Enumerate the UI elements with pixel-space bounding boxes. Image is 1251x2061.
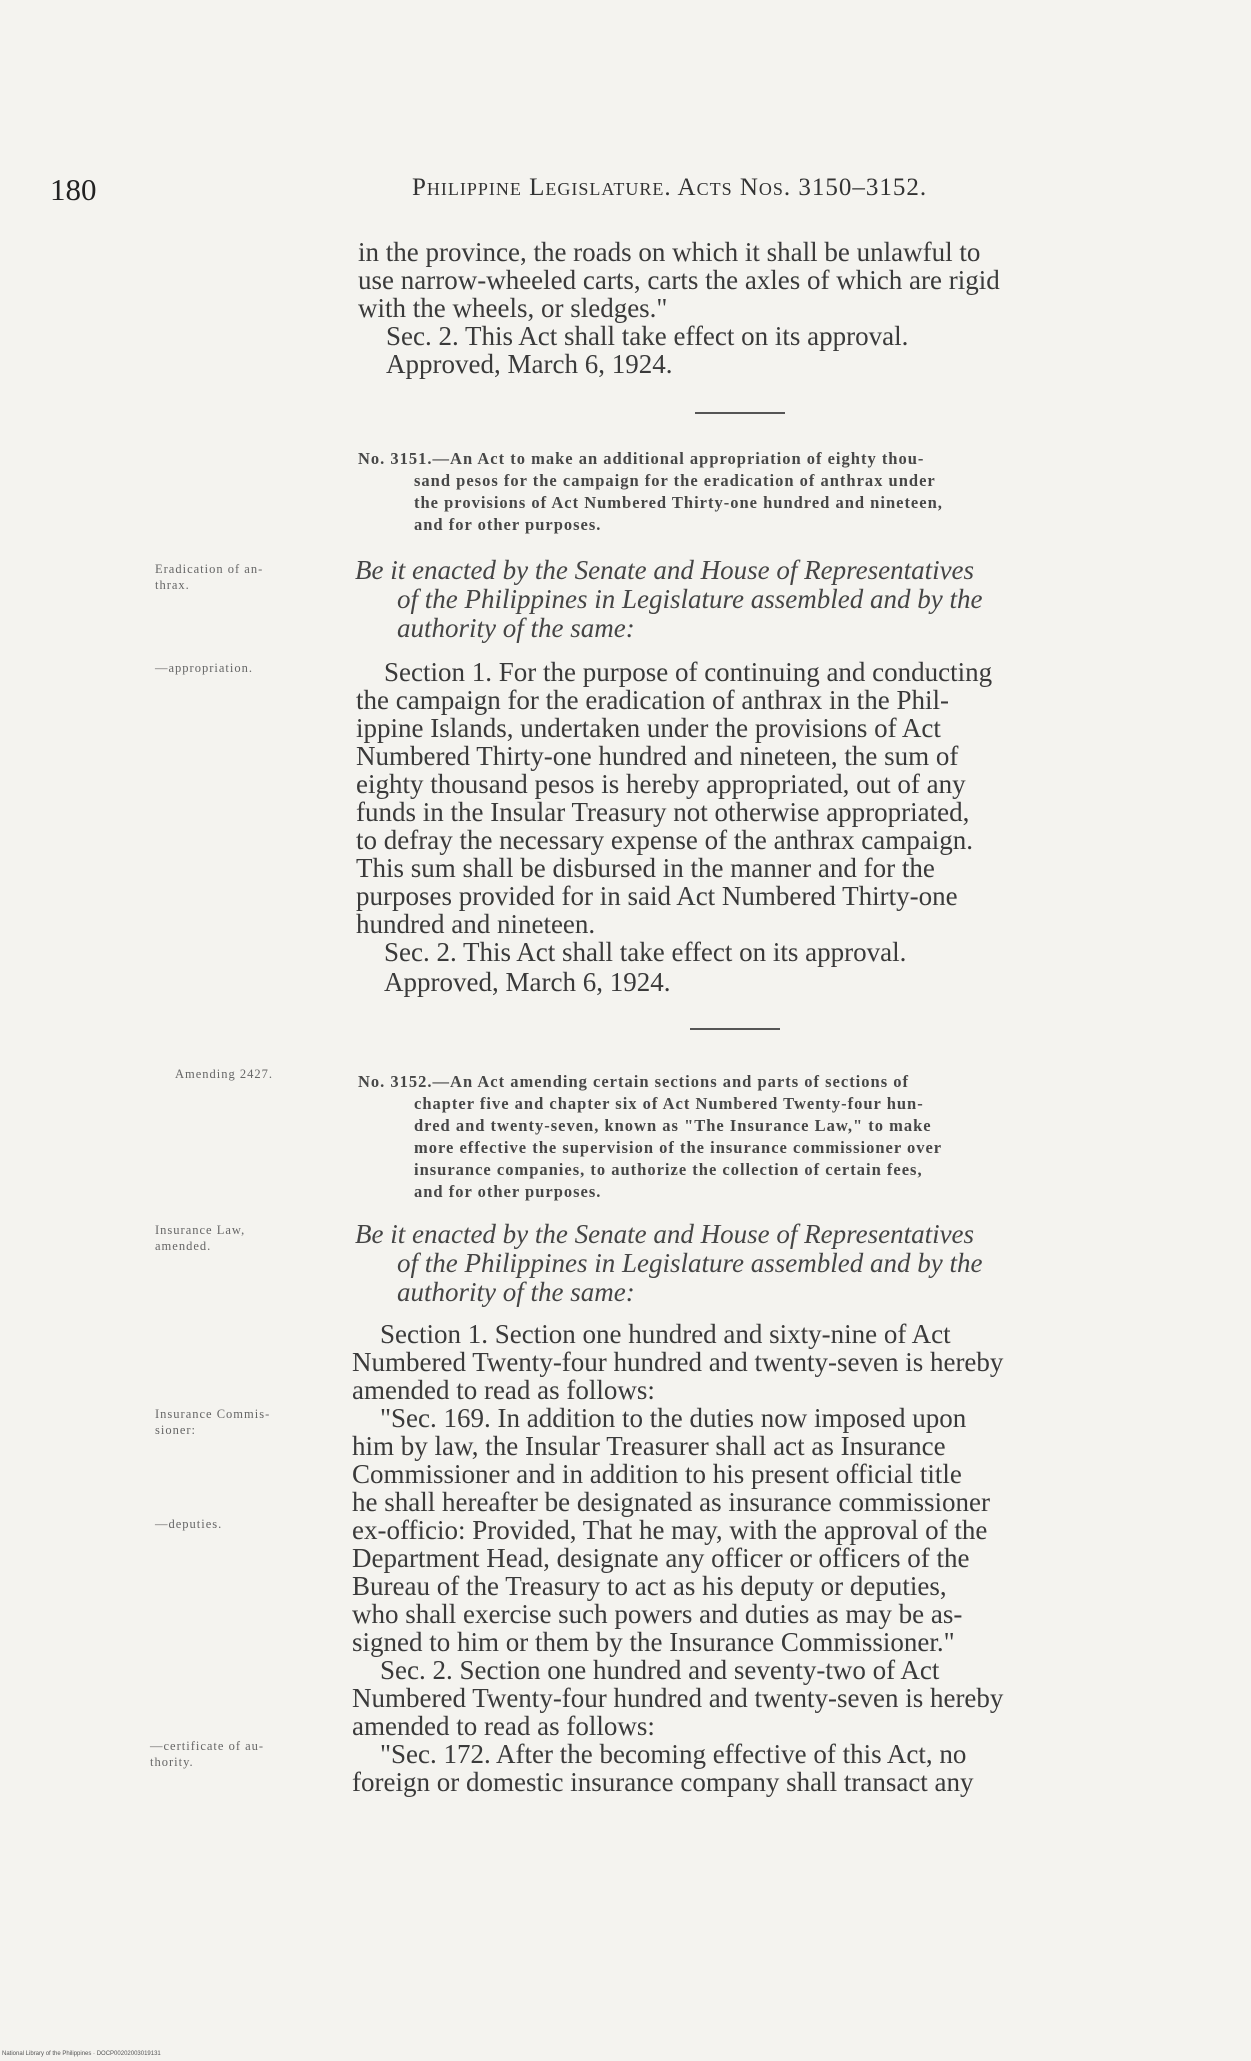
sidenote-line: thority. [150,1755,194,1769]
text-line: purposes provided for in said Act Numbered Thirty-one [356,881,958,911]
sidenote-certificate [150,1738,340,1770]
scan-footer: National Library of the Philippines · DOCP00202003019131 [2,2051,161,2057]
text-line: Numbered Twenty-four hundred and twenty-seven is hereby [352,1683,1004,1713]
section-2-line: Sec. 2. This Act shall take effect on its approval. [384,937,907,967]
text-line: amended to read as follows: [352,1711,655,1741]
text-line: foreign or domestic insurance company shall transact any [352,1767,974,1797]
title-line: and for other purposes. [414,1182,602,1201]
enact-line: Be it enacted by the Senate and House of Representatives [355,555,975,585]
section-divider [690,1028,780,1030]
text-line: amended to read as follows: [352,1375,655,1405]
title-line: No. 3151.—An Act to make an additional appropriation of eighty thou- [358,449,925,468]
act-3152-body [352,1320,1124,1796]
title-line: dred and twenty-seven, known as "The Insurance Law," to make [414,1116,932,1135]
sidenote-line: Eradication of an- [155,562,264,576]
sidenote-appropriation: —appropriation. [155,661,253,675]
text-line: Numbered Twenty-four hundred and twenty-seven is hereby [352,1347,1004,1377]
text-line: him by law, the Insular Treasurer shall act as Insurance [352,1431,946,1461]
section-2-line: Sec. 2. This Act shall take effect on its approval. [386,321,909,351]
title-line: No. 3152.—An Act amending certain sections and parts of sections of [358,1072,909,1091]
text-line: Department Head, designate any officer or officers of the [352,1543,970,1573]
text-line: hundred and nineteen. [356,909,596,939]
title-line: chapter five and chapter six of Act Numbered Twenty-four hun- [414,1094,924,1113]
title-line: the provisions of Act Numbered Thirty-one hundred and nineteen, [414,493,943,512]
enact-line: authority of the same: [397,613,635,643]
text-line: use narrow-wheeled carts, carts the axles of which are rigid [358,265,1000,295]
sidenote-line: thrax. [155,578,190,592]
title-line: and for other purposes. [414,515,602,534]
act-3151-title [358,448,1128,536]
approved-line: Approved, March 6, 1924. [386,349,673,379]
text-line: ippine Islands, undertaken under the provisions of Act [356,713,941,743]
title-line: more effective the supervision of the insurance commissioner over [414,1138,943,1157]
text-line: Sec. 2. Section one hundred and seventy-two of Act [380,1655,940,1685]
sidenote-insurance-law [155,1222,345,1254]
enact-line: authority of the same: [397,1277,635,1307]
text-line: ex-officio: Provided, That he may, with the approval of the [352,1515,988,1545]
sidenote-line: Insurance Commis- [155,1407,271,1421]
sidenote-line: amended. [155,1239,212,1253]
page-number: 180 [50,172,97,207]
sidenote-deputies: —deputies. [155,1517,223,1531]
title-line: insurance companies, to authorize the collection of certain fees, [414,1160,923,1179]
sidenote-eradication [155,561,345,593]
act-3151-section-1 [356,658,1128,996]
text-line: "Sec. 172. After the becoming effective of this Act, no [380,1739,967,1769]
section-divider [695,412,785,414]
text-line: who shall exercise such powers and duties as may be as- [352,1599,963,1629]
text-line: Section 1. For the purpose of continuing and conducting [384,657,993,687]
enact-line: of the Philippines in Legislature assembled and by the [397,1248,983,1278]
act-3150-continuation [358,238,1128,378]
text-line: Bureau of the Treasury to act as his deputy or deputies, [352,1571,947,1601]
text-line: eighty thousand pesos is hereby appropriated, out of any [356,769,966,799]
text-line: Commissioner and in addition to his present official title [352,1459,962,1489]
text-line: with the wheels, or sledges." [358,293,668,323]
enact-line: Be it enacted by the Senate and House of Representatives [355,1219,975,1249]
text-line: he shall hereafter be designated as insurance commissioner [352,1487,991,1517]
act-3152-enacting-clause [355,1220,1135,1307]
enact-line: of the Philippines in Legislature assembled and by the [397,584,983,614]
sidenote-amending: Amending 2427. [175,1067,274,1081]
text-line: Section 1. Section one hundred and sixty-nine of Act [380,1319,951,1349]
approved-line: Approved, March 6, 1924. [384,967,671,997]
text-line: signed to him or them by the Insurance Commissioner." [352,1627,955,1657]
running-head: Philippine Legislature. Acts Nos. 3150–3152. [412,174,928,201]
act-3151-enacting-clause [355,556,1135,643]
text-line: funds in the Insular Treasury not otherwise appropriated, [356,797,970,827]
text-line: This sum shall be disbursed in the manner and for the [356,853,935,883]
sidenote-line: Insurance Law, [155,1223,246,1237]
sidenote-line: —certificate of au- [150,1739,265,1753]
text-line: Numbered Thirty-one hundred and nineteen, the sum of [356,741,959,771]
act-3152-title [358,1071,1128,1203]
title-line: sand pesos for the campaign for the eradication of anthrax under [414,471,936,490]
text-line: in the province, the roads on which it shall be unlawful to [358,237,981,267]
text-line: the campaign for the eradication of anthrax in the Phil- [356,685,950,715]
sidenote-line: sioner: [155,1423,197,1437]
text-line: "Sec. 169. In addition to the duties now imposed upon [380,1403,967,1433]
sidenote-commissioner [155,1406,345,1438]
text-line: to defray the necessary expense of the anthrax campaign. [356,825,973,855]
